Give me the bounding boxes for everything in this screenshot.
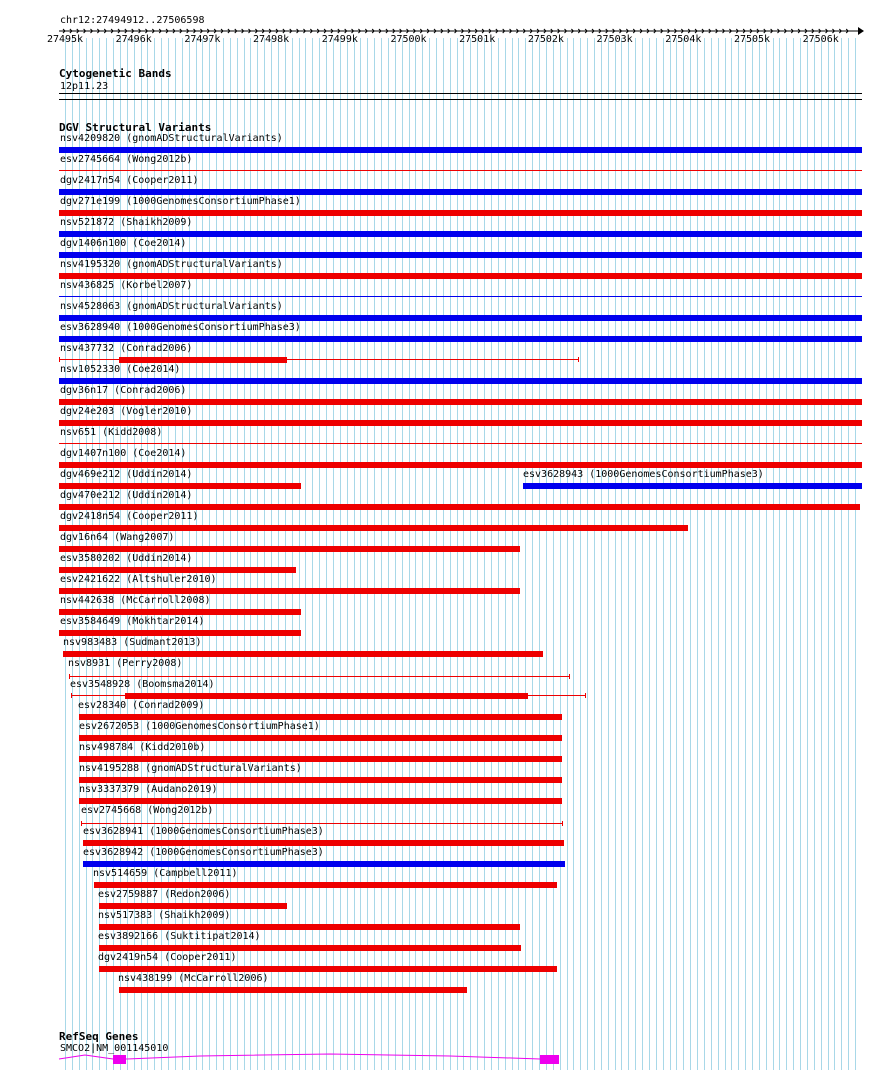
variant-label[interactable]: esv3548928 (Boomsma2014) bbox=[70, 679, 215, 690]
variant-bar[interactable] bbox=[99, 966, 557, 972]
variant-label[interactable]: nsv442638 (McCarroll2008) bbox=[60, 595, 211, 606]
variant-label[interactable]: nsv498784 (Kidd2010b) bbox=[79, 742, 206, 753]
variant-label[interactable]: esv2759887 (Redon2006) bbox=[98, 889, 231, 900]
variant-bar[interactable] bbox=[59, 147, 862, 153]
cytoband-ideogram-bottom bbox=[59, 99, 862, 100]
variant-label[interactable]: esv2745668 (Wong2012b) bbox=[81, 805, 214, 816]
variant-label[interactable]: esv3892166 (Suktitipat2014) bbox=[98, 931, 261, 942]
variant-bar[interactable] bbox=[99, 903, 287, 909]
variant-label[interactable]: dgv16n64 (Wang2007) bbox=[60, 532, 175, 543]
ruler-tick-label: 27501k bbox=[459, 34, 496, 45]
gene-model-smco2[interactable] bbox=[0, 1050, 890, 1070]
variant-label[interactable]: nsv8931 (Perry2008) bbox=[68, 658, 183, 669]
variant-label[interactable]: esv2672053 (1000GenomesConsortiumPhase1) bbox=[79, 721, 320, 732]
variant-label[interactable]: esv2421622 (Altshuler2010) bbox=[60, 574, 217, 585]
variant-label[interactable]: dgv24e203 (Vogler2010) bbox=[60, 406, 193, 417]
variant-label[interactable]: nsv3337379 (Audano2019) bbox=[79, 784, 218, 795]
variant-bar[interactable] bbox=[81, 823, 562, 824]
variant-label[interactable]: esv28340 (Conrad2009) bbox=[78, 700, 205, 711]
variant-bar[interactable] bbox=[83, 840, 564, 846]
variant-label[interactable]: dgv1407n100 (Coe2014) bbox=[60, 448, 187, 459]
variant-bar[interactable] bbox=[59, 609, 301, 615]
variant-label[interactable]: dgv1406n100 (Coe2014) bbox=[60, 238, 187, 249]
variant-label[interactable]: nsv1052330 (Coe2014) bbox=[60, 364, 181, 375]
variant-bar[interactable] bbox=[59, 567, 296, 573]
variant-cap bbox=[81, 821, 82, 826]
variant-label[interactable]: nsv983483 (Sudmant2013) bbox=[63, 637, 202, 648]
variant-bar[interactable] bbox=[523, 483, 862, 489]
variant-bar[interactable] bbox=[119, 987, 467, 993]
variant-label[interactable]: esv3628942 (1000GenomesConsortiumPhase3) bbox=[83, 847, 324, 858]
variant-bar[interactable] bbox=[79, 798, 562, 804]
variant-label[interactable]: nsv437732 (Conrad2006) bbox=[60, 343, 193, 354]
variant-bar[interactable] bbox=[59, 504, 860, 510]
variant-bar[interactable] bbox=[59, 210, 862, 216]
variant-bar[interactable] bbox=[59, 252, 862, 258]
cytoband-label[interactable]: 12p11.23 bbox=[60, 81, 109, 92]
variant-label[interactable]: esv3584649 (Mokhtar2014) bbox=[60, 616, 205, 627]
variant-bar[interactable] bbox=[59, 231, 862, 237]
variant-bar[interactable] bbox=[59, 399, 862, 405]
ruler-tick-label: 27497k bbox=[184, 34, 221, 45]
variant-bar[interactable] bbox=[119, 357, 287, 363]
variant-label[interactable]: esv2745664 (Wong2012b) bbox=[60, 154, 193, 165]
variant-label[interactable]: dgv2419n54 (Cooper2011) bbox=[98, 952, 237, 963]
ruler-tick-label: 27506k bbox=[802, 34, 839, 45]
variant-bar[interactable] bbox=[59, 462, 862, 468]
variant-label[interactable]: nsv514659 (Campbell2011) bbox=[93, 868, 238, 879]
dgv-track-title[interactable]: DGV Structural Variants bbox=[59, 121, 212, 134]
variant-bar[interactable] bbox=[63, 651, 543, 657]
cytoband-ideogram-top bbox=[59, 93, 862, 94]
variant-label[interactable]: nsv438199 (McCarroll2006) bbox=[118, 973, 269, 984]
variant-label[interactable]: esv3628940 (1000GenomesConsortiumPhase3) bbox=[60, 322, 301, 333]
variant-bar[interactable] bbox=[59, 420, 862, 426]
ruler-tick-label: 27499k bbox=[321, 34, 358, 45]
variant-bar[interactable] bbox=[59, 273, 862, 279]
variant-label[interactable]: nsv4195320 (gnomADStructuralVariants) bbox=[60, 259, 283, 270]
variant-label[interactable]: dgv469e212 (Uddin2014) bbox=[60, 469, 193, 480]
ruler-tick-label: 27498k bbox=[253, 34, 290, 45]
variant-bar[interactable] bbox=[59, 630, 301, 636]
variant-label[interactable]: dgv2417n54 (Cooper2011) bbox=[60, 175, 199, 186]
variant-bar[interactable] bbox=[69, 676, 569, 677]
ruler-location: chr12:27494912..27506598 bbox=[60, 15, 205, 26]
variant-bar[interactable] bbox=[59, 315, 862, 321]
ruler-tick-label: 27500k bbox=[390, 34, 427, 45]
ruler-tick-label: 27504k bbox=[665, 34, 702, 45]
variant-cap bbox=[562, 821, 563, 826]
variant-bar[interactable] bbox=[59, 336, 862, 342]
variant-label[interactable]: dgv271e199 (1000GenomesConsortiumPhase1) bbox=[60, 196, 301, 207]
variant-label[interactable]: dgv36n17 (Conrad2006) bbox=[60, 385, 187, 396]
variant-bar[interactable] bbox=[83, 861, 565, 867]
gene-exon[interactable] bbox=[113, 1055, 126, 1064]
variant-bar[interactable] bbox=[79, 777, 562, 783]
variant-label[interactable]: esv3580202 (Uddin2014) bbox=[60, 553, 193, 564]
variant-bar[interactable] bbox=[59, 525, 688, 531]
variant-label[interactable]: dgv470e212 (Uddin2014) bbox=[60, 490, 193, 501]
variant-bar[interactable] bbox=[94, 882, 557, 888]
variant-bar[interactable] bbox=[59, 378, 862, 384]
refseq-track-title[interactable]: RefSeq Genes bbox=[59, 1030, 139, 1043]
variant-cap bbox=[71, 693, 72, 698]
variant-label[interactable]: nsv4528063 (gnomADStructuralVariants) bbox=[60, 301, 283, 312]
variant-bar[interactable] bbox=[99, 945, 521, 951]
ruler-tick-label: 27495k bbox=[46, 34, 84, 45]
variant-bar[interactable] bbox=[99, 924, 520, 930]
gene-exon[interactable] bbox=[540, 1055, 559, 1064]
gene-label[interactable]: SMCO2|NM_001145010 bbox=[60, 1043, 169, 1054]
cytobands-track-title[interactable]: Cytogenetic Bands bbox=[59, 67, 172, 80]
variant-cap bbox=[569, 674, 570, 679]
variant-bar[interactable] bbox=[79, 735, 562, 741]
variant-cap bbox=[578, 357, 579, 362]
variant-label[interactable]: nsv436825 (Korbel2007) bbox=[60, 280, 193, 291]
variant-label[interactable]: nsv517383 (Shaikh2009) bbox=[98, 910, 231, 921]
variant-label[interactable]: dgv2418n54 (Cooper2011) bbox=[60, 511, 199, 522]
ruler-tick-label: 27496k bbox=[115, 34, 152, 45]
variant-label[interactable]: nsv4209820 (gnomADStructuralVariants) bbox=[60, 133, 283, 144]
variant-label[interactable]: nsv4195288 (gnomADStructuralVariants) bbox=[79, 763, 302, 774]
variant-bar[interactable] bbox=[59, 443, 862, 444]
variant-label[interactable]: esv3628943 (1000GenomesConsortiumPhase3) bbox=[523, 469, 764, 480]
variant-bar[interactable] bbox=[125, 693, 528, 699]
variant-bar[interactable] bbox=[79, 756, 562, 762]
variant-label[interactable]: nsv651 (Kidd2008) bbox=[60, 427, 163, 438]
variant-bar[interactable] bbox=[79, 714, 562, 720]
variant-bar[interactable] bbox=[59, 170, 862, 171]
variant-cap bbox=[585, 693, 586, 698]
variant-cap bbox=[59, 357, 60, 362]
ruler-tick-label: 27505k bbox=[733, 34, 771, 45]
variant-bar[interactable] bbox=[59, 296, 862, 297]
variant-bar[interactable] bbox=[59, 546, 520, 552]
variant-label[interactable]: nsv521872 (Shaikh2009) bbox=[60, 217, 193, 228]
ruler-tick-label: 27503k bbox=[596, 34, 633, 45]
variant-bar[interactable] bbox=[59, 588, 520, 594]
ruler-tick-label: 27502k bbox=[527, 34, 564, 45]
variant-bar[interactable] bbox=[59, 483, 301, 489]
variant-bar[interactable] bbox=[59, 189, 862, 195]
variant-label[interactable]: esv3628941 (1000GenomesConsortiumPhase3) bbox=[83, 826, 324, 837]
